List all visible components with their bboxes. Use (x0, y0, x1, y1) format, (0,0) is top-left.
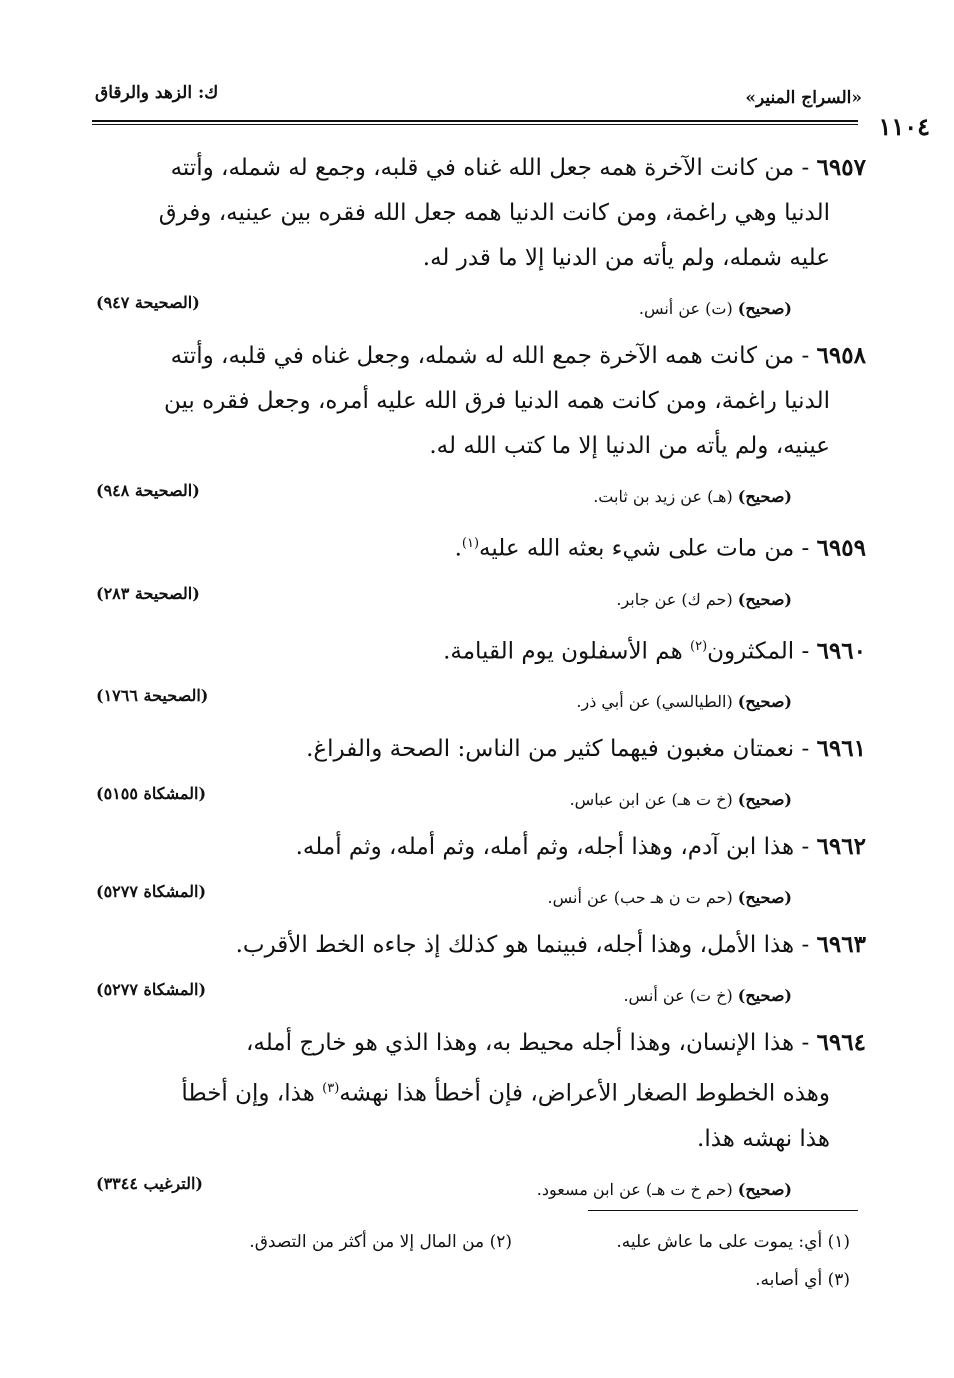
hadith-source (90, 293, 866, 327)
grade-label: (صحيح) (737, 299, 792, 318)
source-text: (حم خ ت هـ) عن ابن مسعود. (536, 1179, 733, 1199)
grade-label: (صحيح) (737, 986, 792, 1006)
hadith-entry (90, 1020, 866, 1208)
footnote-mark: (٣) (322, 1081, 340, 1097)
footnote-2 (249, 1232, 512, 1252)
hadith-source (90, 481, 866, 515)
hadith-source (90, 686, 866, 720)
hadith-text: عليه شمله، ولم يأته من الدنيا إلا ما قدر له. (422, 245, 830, 271)
hadith-number: ٦٩٦٤ (816, 1029, 866, 1057)
source-text: (الطيالسي) عن أبي ذر. (576, 692, 733, 712)
source-text: (خ ت هـ) عن ابن عباس. (569, 790, 733, 810)
footnote-rule (588, 1210, 858, 1211)
hadith-source (90, 784, 866, 818)
reference: (الصحيحة ٩٤٨) (96, 481, 200, 500)
footnote-text: من المال إلا من أكثر من التصدق. (249, 1232, 485, 1252)
reference: (الترغيب ٣٣٤٤) (96, 1173, 203, 1193)
hadith-text: عينيه، ولم يأته من الدنيا إلا ما كتب الله له. (429, 433, 830, 459)
hadith-text: هذا، وإن أخطأ (181, 1080, 323, 1107)
hadith-entry (90, 333, 866, 515)
grade-label: (صحيح) (737, 589, 792, 609)
hadith-entry (90, 824, 866, 916)
hadith-source (90, 584, 866, 618)
reference: (الصحيحة ٢٨٣) (96, 583, 200, 603)
grade-label: (صحيح) (737, 692, 792, 712)
hadith-text: وهذه الخطوط الصغار الأعراض، فإن أخطأ هذا نهشه (339, 1080, 830, 1107)
source-text: (ت) عن أنس. (638, 299, 733, 318)
source-text: (حم ت ن هـ حب) عن أنس. (547, 888, 733, 908)
hadith-text: - هذا الإنسان، وهذا أجله محيط به، وهذا الذي هو خارج أمله، (245, 1030, 810, 1057)
book-title: «السراج المنير» (745, 88, 862, 108)
hadith-source (90, 882, 866, 916)
footnote-3 (755, 1270, 850, 1290)
hadith-text: - من كانت الآخرة همه جعل الله غناه في قلبه، وجمع له شمله، وأتته (170, 155, 810, 181)
hadith-entry (90, 922, 866, 1014)
reference: (المشكاة ٥٢٧٧) (96, 980, 207, 1000)
hadith-text: - المكثرون (707, 638, 810, 665)
hadith-entry (90, 521, 866, 618)
hadith-number: ٦٩٦١ (816, 735, 866, 763)
page-number: ١١٠٤ (878, 112, 930, 141)
hadith-text: - هذا ابن آدم، وهذا أجله، وثم أمله، وثم أمله، وثم أمله. (295, 834, 810, 861)
hadith-text: - من كانت همه الآخرة جمع الله له شمله، وجعل غناه في قلبه، وأتته (170, 343, 810, 369)
hadith-text: - نعمتان مغبون فيهما كثير من الناس: الصحة والفراغ. (306, 736, 810, 763)
hadith-text: - هذا الأمل، وهذا أجله، فبينما هو كذلك إذ جاءه الخط الأقرب. (235, 932, 810, 959)
hadith-number: ٦٩٥٧ (816, 154, 866, 181)
hadith-text: - من مات على شيء بعثه الله عليه (479, 535, 810, 562)
source-text: (هـ) عن زيد بن ثابت. (593, 487, 733, 506)
footnote-mark: (٣) (827, 1270, 850, 1290)
source-text: (خ ت) عن أنس. (623, 986, 733, 1006)
hadith-text: الدنيا وهي راغمة، ومن كانت الدنيا همه جعل الله فقره بين عينيه، وفرق (158, 200, 830, 226)
footnote-1 (616, 1232, 850, 1252)
hadith-source (90, 1174, 866, 1208)
hadith-entry (90, 726, 866, 818)
hadith-number: ٦٩٦٢ (816, 833, 866, 861)
chapter-title: ك: الزهد والرقاق (95, 83, 219, 103)
hadith-number: ٦٩٦٠ (816, 637, 866, 665)
hadith-text: هذا نهشه هذا. (697, 1125, 830, 1152)
footnote-mark: (١) (461, 536, 480, 551)
hadith-source (90, 980, 866, 1014)
footnote-text: أي: يموت على ما عاش عليه. (616, 1232, 823, 1252)
hadith-entry (90, 145, 866, 327)
footnote-text: أي أصابه. (755, 1270, 823, 1290)
hadith-text: . (454, 535, 462, 562)
grade-label: (صحيح) (737, 790, 792, 810)
footnote-mark: (٢) (690, 638, 708, 654)
grade-label: (صحيح) (737, 888, 792, 908)
footnote-mark: (١) (827, 1232, 850, 1252)
grade-label: (صحيح) (737, 1179, 792, 1199)
grade-label: (صحيح) (737, 487, 792, 506)
hadith-text: الدنيا راغمة، ومن كانت همه الدنيا فرق الله عليه أمره، وجعل فقره بين (163, 388, 830, 414)
reference: (المشكاة ٥٢٧٧) (96, 882, 207, 902)
hadith-entry (90, 624, 866, 721)
header-rule (92, 120, 858, 125)
hadith-number: ٦٩٥٩ (816, 534, 866, 562)
hadith-text: هم الأسفلون يوم القيامة. (443, 638, 691, 665)
reference: (الصحيحة ٩٤٧) (96, 293, 200, 312)
hadith-number: ٦٩٦٣ (816, 931, 866, 959)
hadith-number: ٦٩٥٨ (816, 342, 866, 369)
hadith-column (90, 145, 866, 1214)
reference: (المشكاة ٥١٥٥) (96, 784, 207, 804)
footnote-mark: (٢) (489, 1232, 512, 1252)
source-text: (حم ك) عن جابر. (616, 589, 733, 609)
reference: (الصحيحة ١٧٦٦) (96, 686, 209, 706)
